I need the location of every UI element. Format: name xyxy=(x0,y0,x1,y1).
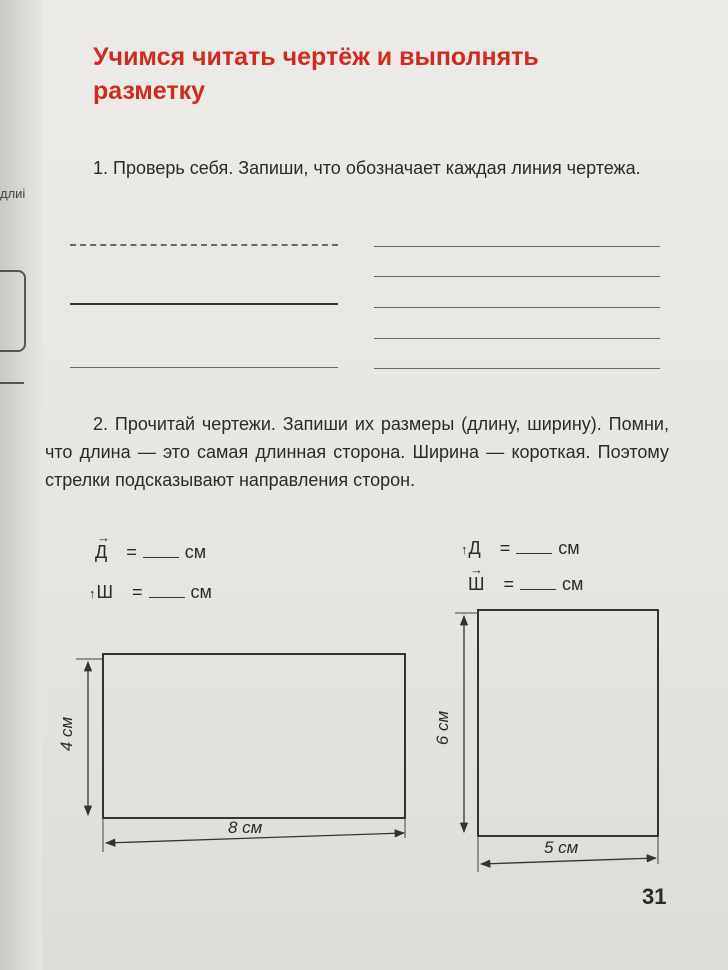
right-length-formula: ↑Д = см xyxy=(461,538,580,558)
left-length-formula: → Д = см xyxy=(95,530,207,562)
page-number: 31 xyxy=(642,884,667,909)
left-width-label: 8 см xyxy=(228,818,263,837)
left-height-label: 4 см xyxy=(57,716,77,752)
length-symbol: → Д xyxy=(95,530,110,562)
right-rectangle xyxy=(478,610,658,836)
right-arrow-icon: → xyxy=(97,530,110,545)
left-rectangle xyxy=(103,654,405,818)
length-symbol: ↑Д xyxy=(461,538,481,558)
width-symbol: → Ш xyxy=(468,562,485,594)
task-1-body: 1. Проверь себя. Запиши, что обозначает каждая линия чертежа. xyxy=(93,158,641,178)
up-arrow-icon: ↑ xyxy=(461,542,468,557)
left-width-formula: ↑Ш = см xyxy=(89,582,212,602)
right-height-label: 6 см xyxy=(433,710,453,746)
right-width-label: 5 см xyxy=(544,838,579,857)
edge-text-fragment: длиі xyxy=(0,186,26,201)
right-width-dimension-arrow xyxy=(481,858,656,864)
width-symbol: ↑Ш xyxy=(89,582,113,602)
page-title: Учимся читать чертёж и выполнять разметку xyxy=(93,43,539,105)
up-arrow-icon: ↑ xyxy=(89,586,96,601)
right-arrow-icon: → xyxy=(470,562,483,577)
right-width-formula: → Ш = см xyxy=(468,562,584,594)
task-2-body: 2. Прочитай чертежи. Запиши их размеры (длину, ширину). Помни, что длина — это самая длинная сторона. Ширина — короткая. Поэтому стрелки подсказывают направления сторон. xyxy=(45,414,669,490)
